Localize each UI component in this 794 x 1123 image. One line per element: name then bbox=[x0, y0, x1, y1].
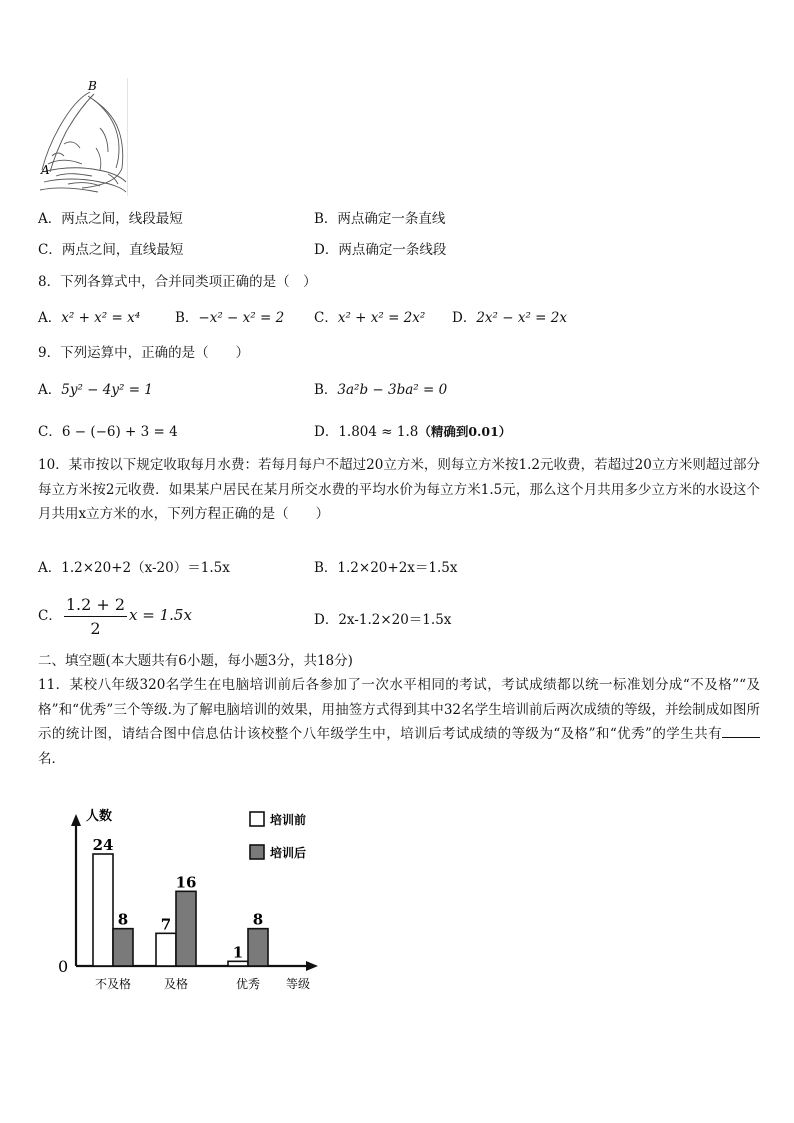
bar-chart bbox=[50, 800, 330, 1000]
bar-after-2 bbox=[176, 891, 196, 966]
q9-option-c-expr: 6 − (−6) + 3 = 4 bbox=[61, 424, 178, 440]
q9-option-b bbox=[314, 378, 447, 398]
legend-swatch-before bbox=[250, 812, 264, 826]
data-label: 7 bbox=[160, 915, 172, 934]
fraction-denominator: 2 bbox=[90, 619, 101, 638]
q7-option-c: C．两点之间，直线最短 bbox=[38, 242, 184, 258]
q10-option-c bbox=[38, 595, 192, 638]
q7-option-b: B．两点确定一条直线 bbox=[314, 211, 446, 227]
q11-stem-tail: 名． bbox=[38, 750, 65, 767]
q8-option-c-expr: x² + x² = 2x² bbox=[337, 310, 426, 326]
q8-option-a-expr: x² + x² = x⁴ bbox=[61, 310, 141, 326]
river-figure bbox=[38, 78, 128, 198]
x-axis-label: 等级 bbox=[286, 977, 311, 991]
q8-option-d bbox=[452, 306, 567, 326]
q8-option-b-expr: −x² − x² = 2 bbox=[198, 310, 285, 326]
legend-label: 培训前 bbox=[270, 813, 307, 827]
q9-option-a-expr: 5y² − 4y² = 1 bbox=[61, 382, 153, 398]
chart-legend bbox=[250, 812, 306, 860]
q8-option-c bbox=[314, 306, 425, 326]
bar-before-1 bbox=[93, 854, 113, 966]
category-label: 不及格 bbox=[94, 977, 132, 991]
q7-option-d: D．两点确定一条线段 bbox=[314, 242, 447, 258]
q7-option-a: A．两点之间，线段最短 bbox=[38, 211, 183, 227]
q9-option-d bbox=[314, 420, 511, 440]
q10-option-c-fraction bbox=[64, 595, 127, 638]
legend-label: 培训后 bbox=[270, 846, 307, 860]
q8-option-a-label: A． bbox=[38, 310, 62, 326]
data-label: 1 bbox=[232, 943, 244, 962]
q8-option-c-label: C． bbox=[314, 310, 338, 326]
data-label: 8 bbox=[117, 910, 129, 929]
bar-after-1 bbox=[113, 929, 133, 966]
section-title: 二、填空题(本大题共有6小题，每小题3分，共18分) bbox=[38, 653, 353, 669]
data-label: 8 bbox=[252, 910, 264, 929]
answer-blank[interactable] bbox=[722, 723, 760, 738]
y-axis-arrow bbox=[71, 814, 81, 826]
q9-option-a-label: A． bbox=[38, 382, 62, 398]
q9-option-d-note: （精确到0.01） bbox=[418, 424, 512, 439]
data-label: 24 bbox=[92, 836, 114, 854]
q10-option-d: D．2x-1.2×20＝1.5x bbox=[314, 612, 452, 628]
data-label: 16 bbox=[175, 873, 197, 892]
q9-option-d-expr: 1.804 ≈ 1.8 bbox=[338, 424, 419, 440]
q9-option-a bbox=[38, 378, 153, 398]
y-axis-label: 人数 bbox=[86, 809, 113, 824]
bar-before-2 bbox=[156, 933, 176, 966]
q9-option-c-label: C． bbox=[38, 424, 62, 440]
q10-option-a: A．1.2×20+2（x-20）＝1.5x bbox=[38, 560, 230, 576]
q10-option-c-label: C． bbox=[38, 608, 62, 624]
q11-stem-text: 11．某校八年级320名学生在电脑培训前后各参加了一次水平相同的考试，考试成绩都以统一标准划分成“不及格”“及格”和“优秀”三个等级.为了解电脑培训的效果，用抽签方式得到其中32名学生培训前后两次成绩的等级，并绘制成如图所示的统计图，请结合图中信息估计该校整个八年级学生中，培训后考试成绩的等级为“及格”和“优秀”的学生共有 bbox=[38, 677, 760, 742]
q10-option-b: B．1.2×20+2x＝1.5x bbox=[314, 560, 458, 576]
x-axis-arrow bbox=[306, 961, 318, 971]
bar-after-3 bbox=[248, 929, 268, 966]
q9-option-c bbox=[38, 420, 178, 440]
q10-option-c-rest: x = 1.5x bbox=[129, 606, 192, 624]
q8-option-a bbox=[38, 306, 140, 326]
q8-option-d-expr: 2x² − x² = 2x bbox=[476, 310, 567, 326]
point-b-label: B bbox=[88, 79, 97, 93]
origin-label: 0 bbox=[58, 957, 69, 976]
q11-stem bbox=[38, 673, 760, 771]
bar-before-3 bbox=[228, 961, 248, 966]
q9-option-d-label: D． bbox=[314, 424, 339, 440]
category-label: 及格 bbox=[163, 977, 189, 991]
point-a-label: A bbox=[41, 163, 50, 177]
river-sketch bbox=[40, 92, 126, 192]
category-label: 优秀 bbox=[235, 977, 261, 991]
q8-stem: 8．下列各算式中，合并同类项正确的是（ ） bbox=[38, 274, 317, 290]
q9-option-b-label: B． bbox=[314, 382, 338, 398]
q8-option-d-label: D． bbox=[452, 310, 477, 326]
q10-stem: 10．某市按以下规定收取每月水费：若每月每户不超过20立方米，则每立方米按1.2元收费，若超过20立方米则超过部分每立方米按2元收费．如果某户居民在某月所交水费的平均水价为每立方米1.5元，那么这个月共用多少立方米的水设这个月共用x立方米的水，下列方程正确的是（ ） bbox=[38, 457, 760, 522]
q9-option-b-expr: 3a²b − 3ba² = 0 bbox=[337, 382, 448, 398]
fraction-numerator: 1.2 + 2 bbox=[64, 595, 127, 617]
q8-option-b-label: B． bbox=[175, 310, 199, 326]
legend-swatch-after bbox=[250, 845, 264, 859]
q8-option-b bbox=[175, 306, 284, 326]
q9-stem: 9．下列运算中，正确的是（ ） bbox=[38, 345, 250, 361]
